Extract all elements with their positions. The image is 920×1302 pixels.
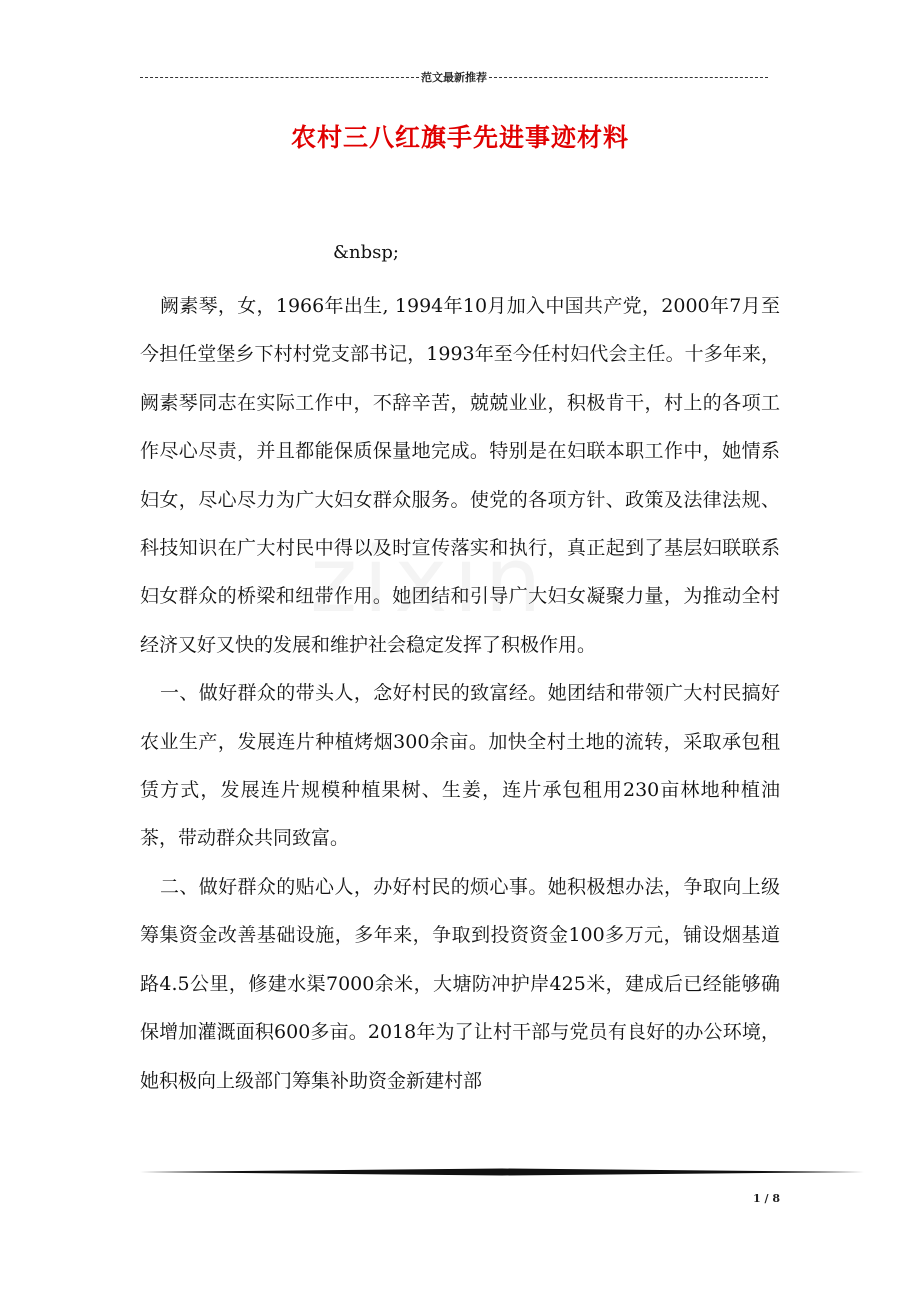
header-dash-right (489, 77, 768, 78)
paragraph-intro: 阙素琴，女，1966年出生, 1994年10月加入中国共产党，2000年7月至今担任堂堡乡下村村党支部书记，1993年至今任村妇代会主任。十多年来，阙素琴同志在实际工作中，不辞辛苦，兢兢业业，积极肯干，村上的各项工作尽心尽责，并且都能保质保量地完成。特别是在妇联本职工作中，她情系妇女，尽心尽力为广大妇女群众服务。使党的各项方针、政策及法律法规、科技知识在广大村民中得以及时宣传落实和执行，真正起到了基层妇联联系妇女群众的桥梁和纽带作用。她团结和引导广大妇女凝聚力量，为推动全村经济又好又快的发展和维护社会稳定发挥了积极作用。 (140, 295, 780, 656)
paragraph-section-1: 一、做好群众的带头人，念好村民的致富经。她团结和带领广大村民搞好农业生产，发展连片种植烤烟300余亩。加快全村土地的流转，采取承包租赁方式，发展连片规模种植果树、生姜，连片承包租用230亩林地种植油茶，带动群众共同致富。 (140, 682, 780, 850)
paragraph-section-2: 二、做好群众的贴心人，办好村民的烦心事。她积极想办法，争取向上级筹集资金改善基础设施，多年来，争取到投资资金100多万元，铺设烟基道路4.5公里，修建水渠7000余米，大塘防冲护岸425米，建成后已经能够确保增加灌溉面积600多亩。2018年为了让村干部与党员有良好的办公环境，她积极向上级部门筹集补助资金新建村部 (140, 875, 780, 1092)
header-dash-left (140, 77, 419, 78)
header-banner (140, 68, 768, 86)
footer-rule (140, 1168, 864, 1176)
header-label: 范文最新推荐 (421, 71, 487, 84)
page-number: 1 / 8 (753, 1192, 780, 1205)
document-title: 农村三八红旗手先进事迹材料 (290, 123, 629, 152)
nbsp-text: &nbsp; (333, 242, 399, 263)
document-body (140, 282, 780, 1105)
